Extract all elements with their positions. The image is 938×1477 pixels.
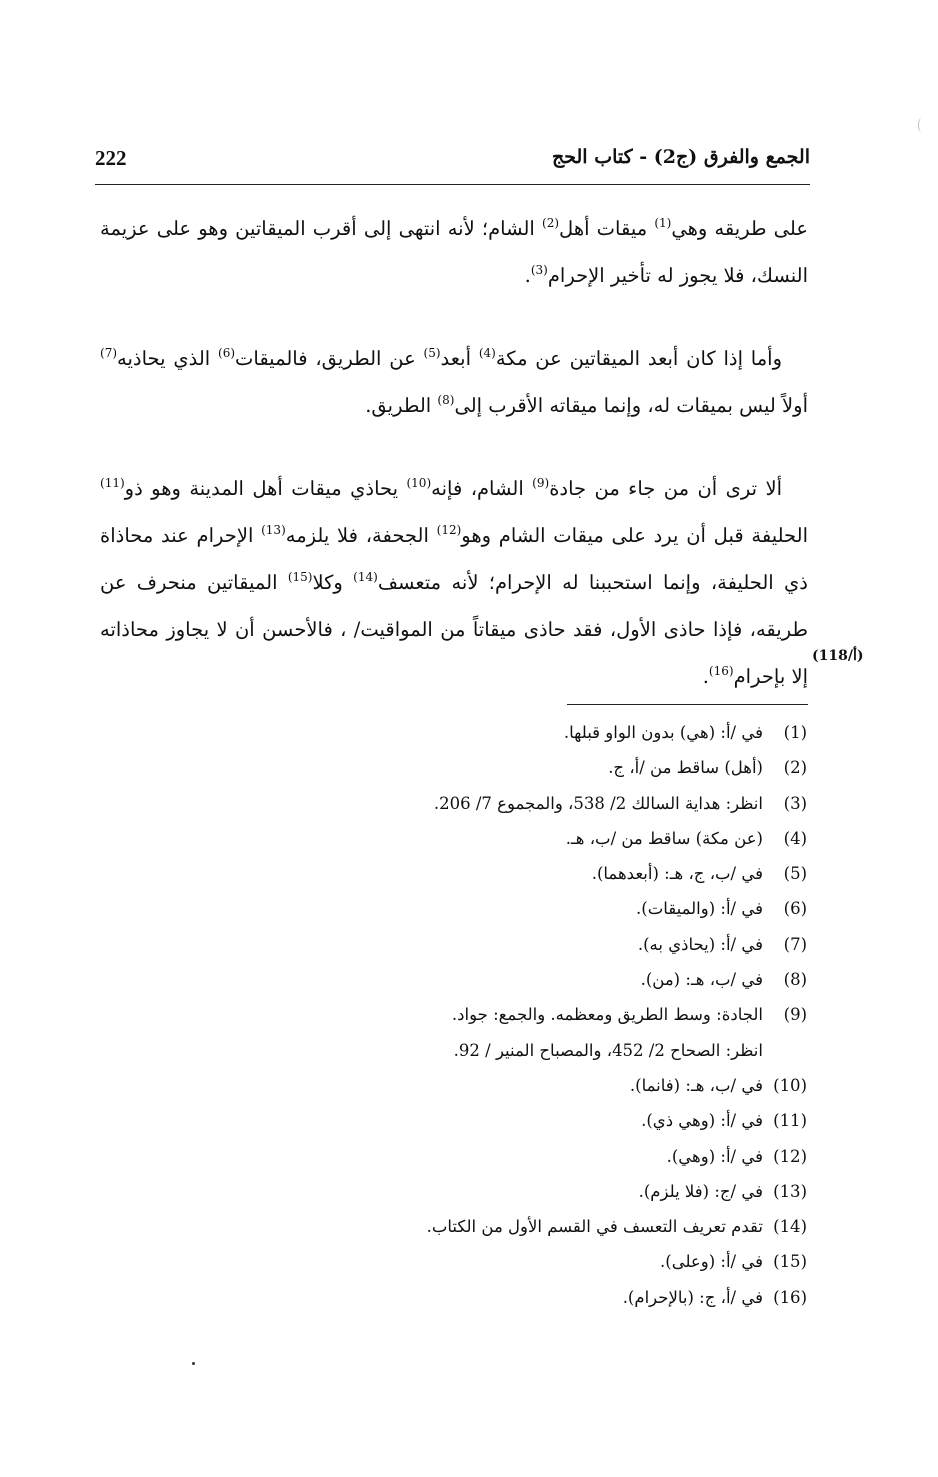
- footnote-text: في /أ، ج: (بالإحرام).: [622, 1287, 763, 1307]
- text-run: .: [702, 665, 709, 688]
- footnote-ref-5: (5): [423, 346, 441, 360]
- footnote-number: (4): [783, 828, 807, 848]
- footnote-number: (9): [783, 1005, 807, 1025]
- paragraph-1: [100, 205, 808, 299]
- footnote-text: في /أ: (وعلى).: [660, 1252, 763, 1272]
- footnote-item: [287, 927, 807, 962]
- running-title: الجمع والفرق (ج2) - كتاب الحج: [551, 146, 810, 168]
- footnote-text: في /ب، ج، هـ: (أبعدهما).: [591, 864, 763, 884]
- footnote-ref-11: (11): [100, 476, 125, 490]
- footnote-ref-1: (1): [654, 216, 672, 230]
- header-rule: [95, 184, 810, 185]
- footnote-ref-12: (12): [436, 523, 462, 537]
- text-run: الذي يحاذيه: [117, 347, 218, 370]
- footnote-text: الجادة: وسط الطريق ومعظمه. والجمع: جواد.: [451, 1005, 763, 1025]
- footnote-item: [287, 1103, 807, 1138]
- footnote-text: في /أ: (وهي ذي).: [641, 1111, 763, 1131]
- footnote-item: [287, 1068, 807, 1103]
- footnote-separator: [567, 704, 808, 705]
- text-run: الجحفة، فلا يلزمه: [285, 524, 437, 547]
- footnote-text: انظر: هداية السالك 2/ 538، والمجموع 7/ 206.: [433, 793, 763, 813]
- text-run: الشام، فإنه: [431, 477, 533, 500]
- footnote-item: [287, 1209, 807, 1244]
- text-run: الحليفة قبل أن يرد على ميقات الشام وهو: [461, 524, 808, 547]
- footnote-text: في /أ: (هي) بدون الواو قبلها.: [563, 723, 763, 742]
- page-number: 222: [95, 146, 127, 170]
- footnote-number: (5): [783, 864, 807, 884]
- footnote-ref-7: (7): [100, 346, 118, 360]
- footnote-text: في /ب، هـ: (فانما).: [629, 1075, 763, 1095]
- footnote-item: [287, 821, 807, 856]
- footnote-ref-10: (10): [406, 476, 432, 490]
- paragraph-3: [100, 465, 808, 700]
- footnote-text: في /أ: (يحاذي به).: [637, 934, 763, 954]
- manuscript-folio-ref: (118/أ): [812, 648, 864, 664]
- footnote-number: (13): [773, 1181, 807, 1201]
- footnote-item: [287, 715, 807, 750]
- footnote-number: (1): [783, 723, 807, 742]
- footnote-number: (10): [773, 1075, 807, 1095]
- footnote-number: (12): [773, 1146, 807, 1166]
- text-run: الإحرام عند محاذاة ذي الحليفة، وإنما استحببنا له الإحرام؛ لأنه متعسف: [100, 524, 808, 594]
- text-run: ألا ترى أن من جاء من جادة: [549, 477, 782, 500]
- paragraph-2: [100, 335, 808, 429]
- footnote-number: (6): [783, 899, 807, 919]
- text-run: وكلا: [312, 571, 354, 594]
- footnote-ref-15: (15): [287, 570, 313, 584]
- footnote-item: [287, 1244, 807, 1279]
- footnote-item: [287, 962, 807, 997]
- footnote-text: (عن مكة) ساقط من /ب، هـ.: [565, 828, 763, 848]
- footnote-item: [287, 750, 807, 785]
- footnote-ref-8: (8): [437, 393, 455, 407]
- footnote-number: (8): [783, 970, 807, 990]
- footnote-item: [287, 997, 807, 1032]
- text-run: يحاذي ميقات أهل المدينة وهو ذو: [124, 477, 407, 500]
- footnote-number: (16): [773, 1287, 807, 1307]
- text-run: .: [524, 264, 531, 287]
- footnote-number: (15): [773, 1252, 807, 1272]
- text-run: الميقاتين منحرف عن طريقه، فإذا حاذى الأول، فقد حاذى ميقاتاً من المواقيت/ ، فالأحسن أن لا يجاوز محاذاته إلا بإحرام: [100, 571, 808, 688]
- text-run: وأما إذا كان أبعد الميقاتين عن مكة: [495, 347, 783, 370]
- footnote-ref-6: (6): [218, 346, 236, 360]
- footnote-text: في /ج: (فلا يلزم).: [638, 1181, 763, 1201]
- footnote-item: [287, 1174, 807, 1209]
- footnote-number: (3): [783, 793, 807, 813]
- text-run: ميقات أهل: [559, 217, 655, 240]
- footnote-continuation: انظر: الصحاح 2/ 452، والمصباح المنير / 92.: [453, 1040, 763, 1060]
- footnote-text: في /أ: (والميقات).: [636, 899, 763, 919]
- footnote-item: [287, 786, 807, 821]
- text-run: أبعد: [440, 347, 479, 370]
- text-run: أولاً ليس بميقات له، وإنما ميقاته الأقرب إلى: [454, 394, 808, 417]
- footnote-ref-16: (16): [708, 664, 734, 678]
- footnote-ref-14: (14): [353, 570, 378, 584]
- scan-edge-mark: [918, 118, 925, 132]
- footnote-item: [287, 1139, 807, 1174]
- footnote-ref-2: (2): [542, 216, 560, 230]
- footnote-ref-9: (9): [532, 476, 550, 490]
- text-run: الشام؛ لأنه انتهى إلى أقرب الميقاتين وهو على عزيمة النسك، فلا يجوز له تأخير الإحرام: [100, 217, 808, 287]
- footnote-number: (7): [783, 934, 807, 954]
- footnote-text: في /أ: (وهي).: [666, 1146, 763, 1166]
- main-text: [100, 205, 808, 700]
- footnotes: [287, 715, 807, 1315]
- footnote-text: تقدم تعريف التعسف في القسم الأول من الكتاب.: [426, 1217, 763, 1237]
- footnote-number: (14): [773, 1217, 807, 1237]
- footnote-number: (11): [773, 1111, 807, 1131]
- footnote-ref-4: (4): [478, 346, 496, 360]
- footnote-ref-13: (13): [261, 523, 286, 537]
- text-run: الطريق.: [365, 394, 438, 417]
- footnote-item: [287, 856, 807, 891]
- running-header: [95, 146, 810, 180]
- footnote-text: (أهل) ساقط من /أ، ج.: [608, 758, 763, 778]
- footnote-ref-3: (3): [530, 263, 548, 277]
- footnote-item: [287, 891, 807, 926]
- stray-dot: [192, 1362, 195, 1365]
- text-run: عن الطريق، فالميقات: [235, 347, 424, 370]
- footnote-number: (2): [783, 758, 807, 778]
- text-run: على طريقه وهي: [671, 217, 809, 240]
- footnote-item: [287, 1280, 807, 1315]
- footnote-text: في /ب، هـ: (من).: [640, 970, 763, 990]
